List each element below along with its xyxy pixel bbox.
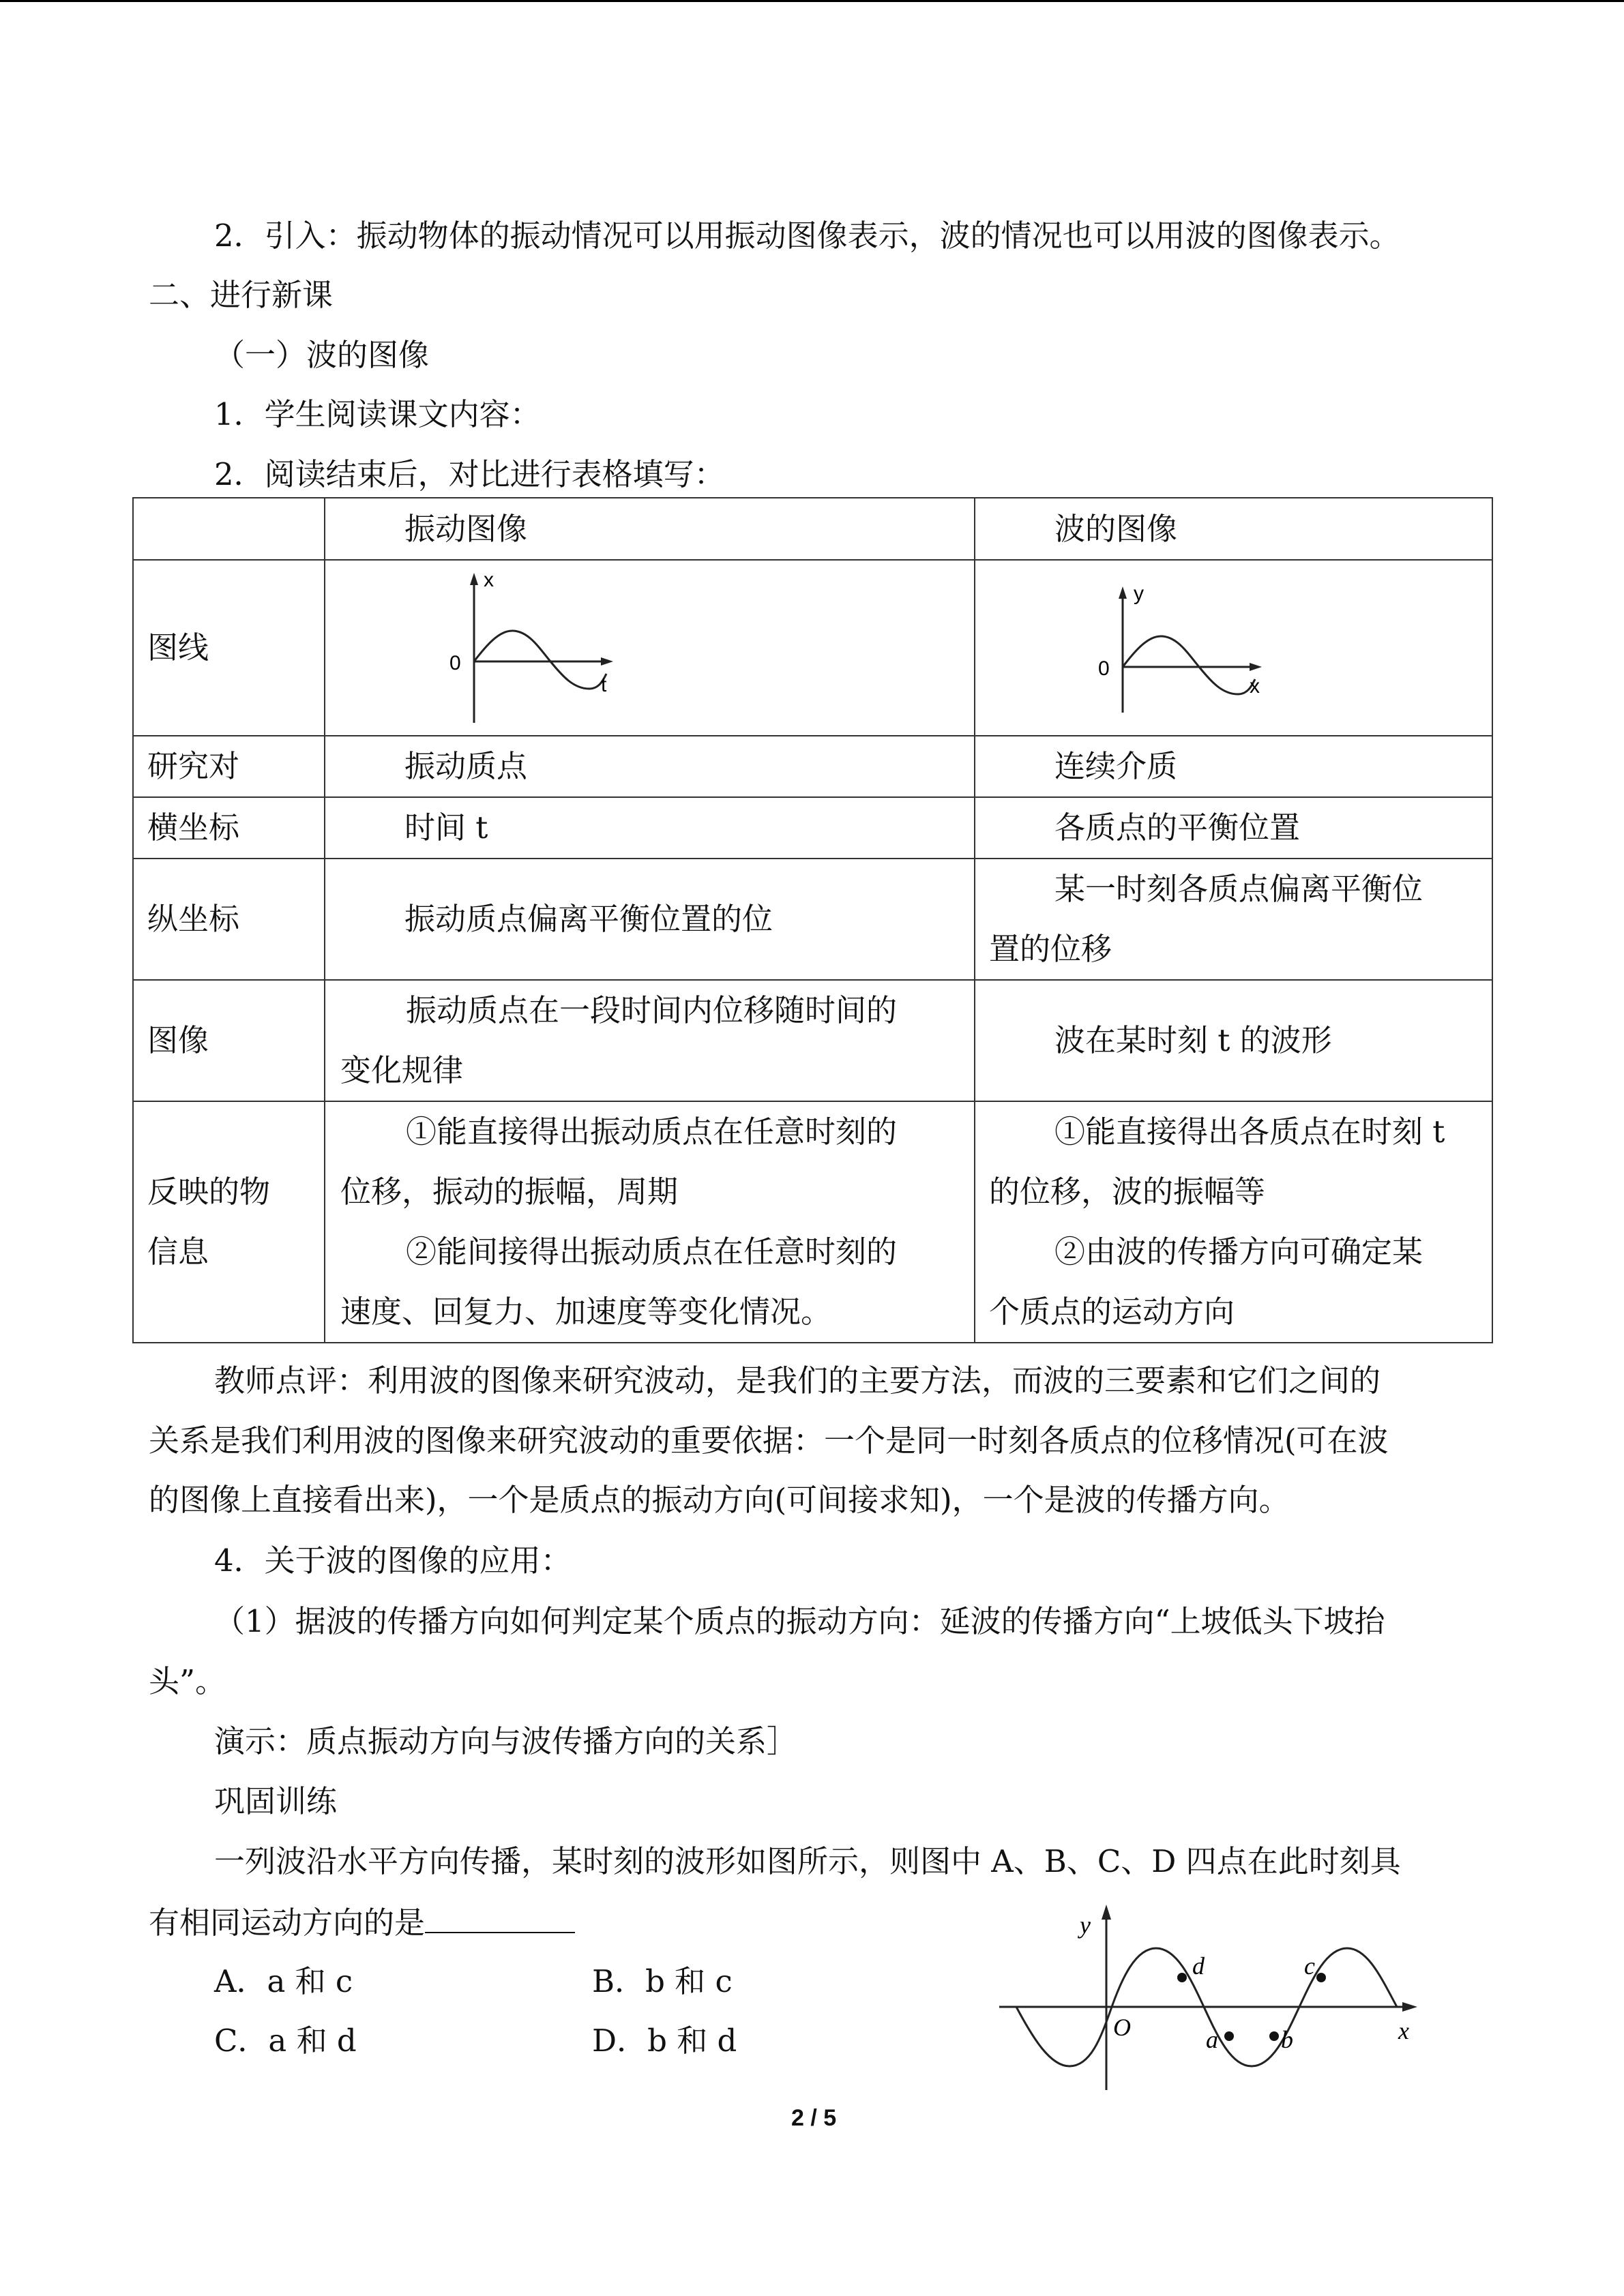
label-b: b — [1281, 2026, 1293, 2053]
x-axis-label: x — [1250, 675, 1260, 698]
point-d — [1177, 1973, 1187, 1982]
y-axis-arrow-icon — [1119, 586, 1127, 599]
cell-line: ①能直接得出各质点在时刻 t — [1054, 1114, 1445, 1150]
cell-line: 个质点的运动方向 — [989, 1294, 1235, 1330]
table-cell: 振动质点 — [325, 736, 975, 797]
x-axis-arrow-icon — [1402, 2002, 1417, 2012]
application-item: 头”。 — [149, 1663, 226, 1699]
table-cell: 波在某时刻 t 的波形 — [975, 980, 1492, 1101]
x-axis-label: t — [601, 674, 607, 696]
y-label: y — [1080, 1911, 1091, 1939]
point-b — [1269, 2031, 1279, 2041]
vibration-graph — [402, 566, 661, 730]
table-row — [133, 1101, 1492, 1343]
table-cell: 各质点的平衡位置 — [975, 797, 1492, 859]
table-cell — [975, 859, 1492, 980]
option-c: C．a 和 d — [214, 2023, 357, 2059]
question-wave-figure — [989, 1899, 1432, 2097]
table-cell: 振动质点偏离平衡位置的位 — [325, 859, 975, 980]
table-row — [133, 736, 1492, 797]
option-d: D．b 和 d — [592, 2023, 737, 2059]
demo-line: 演示：质点振动方向与波传播方向的关系］ — [214, 1723, 798, 1759]
cell-line: ②能间接得出振动质点在任意时刻的 — [406, 1234, 898, 1270]
cell-line: 振动质点在一段时间内位移随时间的 — [406, 992, 898, 1028]
teacher-comment-line: 的图像上直接看出来)，一个是质点的振动方向(可间接求知)，一个是波的传播方向。 — [149, 1482, 1290, 1518]
application-heading: 4．关于波的图像的应用： — [214, 1542, 572, 1579]
cell-line: 某一时刻各质点偏离平衡位 — [1054, 871, 1423, 907]
table-header-wave: 波的图像 — [975, 498, 1492, 560]
table-cell — [325, 1101, 975, 1343]
table-row — [133, 859, 1492, 980]
answer-blank[interactable] — [425, 1906, 575, 1933]
row-label: 图像 — [133, 980, 325, 1101]
cell-line: 位移，振动的振幅，周期 — [340, 1174, 679, 1210]
application-item: （1）据波的传播方向如何判定某个质点的振动方向：延波的传播方向“上坡低头下坡抬 — [214, 1603, 1385, 1639]
wave-graph-cell — [975, 560, 1492, 736]
x-axis-arrow-icon — [601, 657, 613, 666]
table-header-row — [133, 498, 1492, 560]
table-cell — [975, 1101, 1492, 1343]
teacher-comment-line: 教师点评：利用波的图像来研究波动，是我们的主要方法，而波的三要素和它们之间的 — [214, 1362, 1381, 1399]
label-a: a — [1206, 2026, 1218, 2053]
x-label: x — [1398, 2017, 1409, 2044]
table-header-vibration: 振动图像 — [325, 498, 975, 560]
question-line — [149, 1905, 575, 1941]
question-line: 一列波沿水平方向传播，某时刻的波形如图所示，则图中 A、B、C、D 四点在此时刻具 — [214, 1843, 1401, 1879]
y-axis-label: y — [1134, 582, 1144, 605]
cell-line: ②由波的传播方向可确定某 — [1054, 1234, 1423, 1270]
vibration-curve — [474, 631, 606, 689]
table-cell: 连续介质 — [975, 736, 1492, 797]
origin-label: O — [1113, 2014, 1131, 2041]
table-row — [133, 980, 1492, 1101]
top-border — [0, 0, 1624, 2]
cell-line: 信息 — [147, 1234, 209, 1270]
intro-paragraph: 2．引入：振动物体的振动情况可以用振动图像表示，波的情况也可以用波的图像表示。 — [214, 218, 1400, 254]
cell-line: 变化规律 — [340, 1052, 464, 1088]
teacher-comment-line: 关系是我们利用波的图像来研究波动的重要依据：一个是同一时刻各质点的位移情况(可在波 — [149, 1422, 1389, 1459]
y-axis-arrow-icon — [470, 573, 478, 585]
point-c — [1316, 1973, 1326, 1982]
step-1: 1．学生阅读课文内容： — [214, 396, 541, 432]
practice-heading: 巩固训练 — [214, 1783, 338, 1819]
row-label: 横坐标 — [133, 797, 325, 859]
table-cell: 时间 t — [325, 797, 975, 859]
table-row — [133, 560, 1492, 736]
table-cell — [325, 980, 975, 1101]
comparison-table — [132, 497, 1493, 1343]
y-axis-label: x — [484, 569, 494, 591]
step-2: 2．阅读结束后，对比进行表格填写： — [214, 456, 725, 492]
wave-curve — [1123, 636, 1255, 694]
cell-line: 的位移，波的振幅等 — [989, 1174, 1266, 1210]
vibration-graph-cell — [325, 560, 975, 736]
cell-line: 反映的物 — [147, 1174, 271, 1210]
table-row — [133, 797, 1492, 859]
origin-label: 0 — [449, 652, 461, 674]
row-label: 纵坐标 — [133, 859, 325, 980]
label-c: c — [1304, 1952, 1315, 1980]
page-number: 2 / 5 — [791, 2105, 837, 2131]
question-text: 有相同运动方向的是 — [149, 1905, 426, 1941]
row-label: 图线 — [133, 560, 325, 736]
label-d: d — [1192, 1952, 1205, 1980]
row-label — [133, 1101, 325, 1343]
subsection-heading: （一）波的图像 — [214, 337, 430, 373]
row-label: 研究对 — [133, 736, 325, 797]
section-heading: 二、进行新课 — [149, 277, 334, 313]
option-a: A．a 和 c — [214, 1963, 353, 1999]
cell-line: 置的位移 — [989, 931, 1112, 967]
origin-label: 0 — [1098, 657, 1110, 680]
wave-graph — [1050, 580, 1310, 716]
x-axis-arrow-icon — [1250, 663, 1262, 671]
option-b: B．b 和 c — [592, 1963, 733, 1999]
point-a — [1224, 2031, 1234, 2041]
cell-line: ①能直接得出振动质点在任意时刻的 — [406, 1114, 898, 1150]
table-cell — [133, 498, 325, 560]
y-axis-arrow-icon — [1102, 1905, 1111, 1920]
cell-line: 速度、回复力、加速度等变化情况。 — [340, 1294, 832, 1330]
